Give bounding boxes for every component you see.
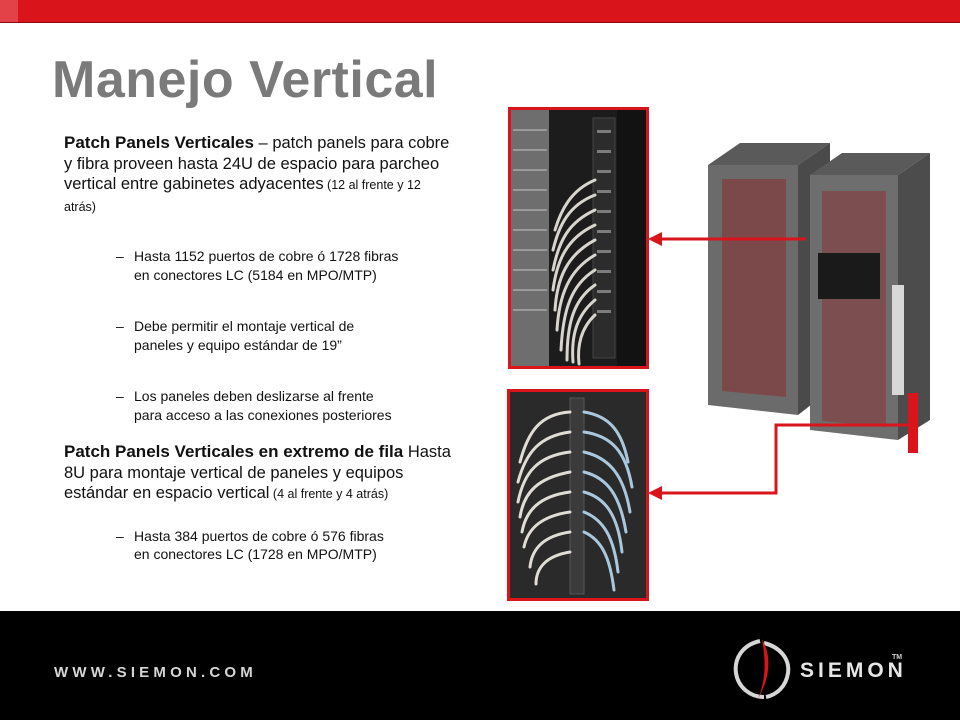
block1-note: (12 al frente y 12 atrás) xyxy=(64,178,421,214)
bullet-line2: para acceso a las conexiones posteriores xyxy=(134,406,392,423)
block1-bullet-3 xyxy=(64,387,454,424)
bullet-dash: – xyxy=(116,527,124,544)
bullet-line1: Hasta 1152 puertos de cobre ó 1728 fibras xyxy=(134,248,399,264)
callout-arrows xyxy=(640,225,940,505)
block2-heading: Patch Panels Verticales en extremo de fila xyxy=(64,442,404,461)
end-of-row-panel-photo xyxy=(507,389,649,601)
slide-body xyxy=(64,133,454,564)
top-accent-bar xyxy=(0,0,960,23)
block2-bullet-1 xyxy=(64,527,454,564)
end-of-row-panel-illustration xyxy=(510,392,646,598)
slide-title: Manejo Vertical xyxy=(52,51,439,109)
block1-text: patch panels para cobre y fibra proveen hasta 24U de espacio para parcheo vertical entre gabinetes adyacentes xyxy=(64,134,450,193)
siemon-logo-icon xyxy=(728,635,798,705)
bullet-dash: – xyxy=(116,248,124,264)
footer-url: WWW.SIEMON.COM xyxy=(54,664,257,681)
bullet-line2: en conectores LC (5184 en MPO/MTP) xyxy=(134,266,377,283)
vertical-patch-panel-photo xyxy=(508,107,649,369)
block2-text: Hasta 8U para montaje vertical de paneles y equipos estándar en espacio vertical xyxy=(64,443,451,502)
bullet-dash: – xyxy=(116,318,124,334)
bullet-dash: – xyxy=(116,388,124,404)
arrow-line-bottom xyxy=(660,425,908,493)
brand-name: SIEMON xyxy=(800,659,907,682)
arrow-head-bottom xyxy=(648,486,662,500)
brand-trademark: TM xyxy=(892,654,903,661)
bullet-line1: Los paneles deben deslizarse al frente xyxy=(134,388,374,404)
block1-heading: Patch Panels Verticales xyxy=(64,133,254,152)
bullet-line1: Hasta 384 puertos de cobre ó 576 fibras xyxy=(134,527,384,544)
block1-bullet-2 xyxy=(64,317,454,354)
block2-paragraph xyxy=(64,442,454,505)
bullet-line2: paneles y equipo estándar de 19” xyxy=(134,336,342,353)
block2-note: (4 al frente y 4 atrás) xyxy=(269,487,389,501)
block1-bullet-1 xyxy=(64,247,454,284)
block1-separator: – xyxy=(253,134,273,152)
block1-paragraph xyxy=(64,133,454,217)
bullet-line1: Debe permitir el montaje vertical de xyxy=(134,318,355,334)
arrow-head-top xyxy=(648,232,662,246)
top-accent-bar-highlight xyxy=(0,0,18,22)
vertical-patch-panel-illustration xyxy=(511,110,646,366)
bullet-line2: en conectores LC (1728 en MPO/MTP) xyxy=(134,546,377,562)
